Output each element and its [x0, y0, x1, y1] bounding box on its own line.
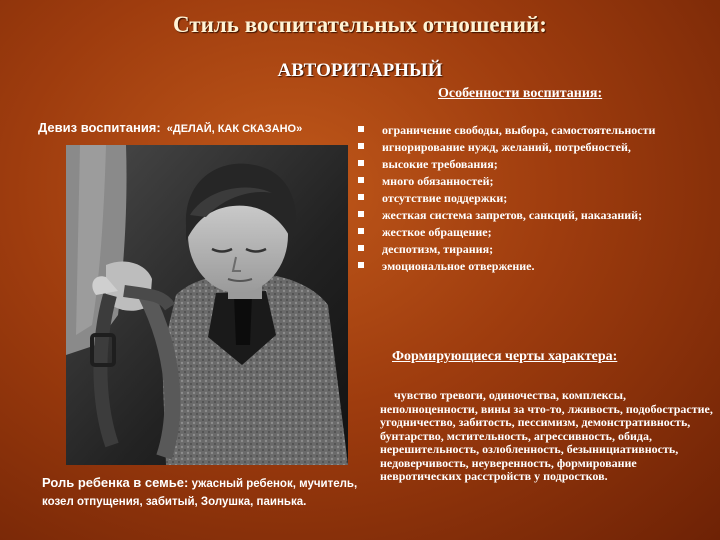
feature-item	[357, 175, 717, 188]
feature-text: отсутствие поддержки;	[382, 191, 508, 205]
bullet-icon	[358, 245, 364, 251]
traits-heading: Формирующиеся черты характера:	[392, 349, 618, 364]
feature-text: игнорирование нужд, желаний, потребностей,	[382, 140, 631, 154]
feature-item	[357, 192, 717, 205]
feature-item	[357, 243, 717, 256]
features-list	[357, 124, 717, 277]
motto-value: «ДЕЛАЙ, КАК СКАЗАНО»	[166, 123, 303, 135]
bullet-icon	[358, 262, 364, 268]
bullet-icon	[358, 211, 364, 217]
slide-subtitle: АВТОРИТАРНЫЙ	[277, 60, 443, 81]
boy-with-belt-photo	[66, 145, 348, 465]
features-heading: Особенности воспитания:	[438, 86, 603, 101]
traits-text	[380, 389, 716, 484]
role-label: Роль ребенка в семье:	[42, 475, 189, 490]
feature-item	[357, 124, 717, 137]
slide-title: Стиль воспитательных отношений:	[173, 12, 547, 37]
feature-item	[357, 141, 717, 154]
bullet-icon	[358, 177, 364, 183]
feature-text: высокие требования;	[382, 157, 498, 171]
feature-item	[357, 158, 717, 171]
bullet-icon	[358, 160, 364, 166]
bullet-icon	[358, 194, 364, 200]
feature-item	[357, 260, 717, 273]
bullet-icon	[358, 228, 364, 234]
bullet-icon	[358, 126, 364, 132]
feature-text: жесткая система запретов, санкций, наказаний;	[382, 208, 643, 222]
feature-text: ограничение свободы, выбора, самостоятельности	[382, 123, 656, 137]
feature-text: много обязанностей;	[382, 174, 494, 188]
feature-item	[357, 209, 717, 222]
motto	[38, 119, 302, 137]
feature-text: жесткое обращение;	[382, 225, 492, 239]
motto-label: Девиз воспитания:	[38, 120, 161, 135]
feature-item	[357, 226, 717, 239]
photo-illustration	[66, 145, 348, 465]
feature-text: деспотизм, тирания;	[382, 242, 494, 256]
child-role	[42, 474, 372, 511]
feature-text: эмоциональное отвержение.	[382, 259, 535, 273]
traits-body: неполноценности, вины за что-то, лживость, подобострастие, угодничество, забитость, пессимизм, демонстративность, бунтарство, мстительность, агрессивность, обида, нерешительность, озлобленность, безынициативность, недоверчивость, неуверенность, формирование невротических расстройств у подростков.	[380, 401, 713, 483]
bullet-icon	[358, 143, 364, 149]
traits-lead: чувство тревоги, одиночества, комплексы,	[394, 388, 626, 402]
role-value: ужасный ребенок, мучитель, козел отпущения, забитый, Золушка, паинька.	[42, 478, 358, 508]
